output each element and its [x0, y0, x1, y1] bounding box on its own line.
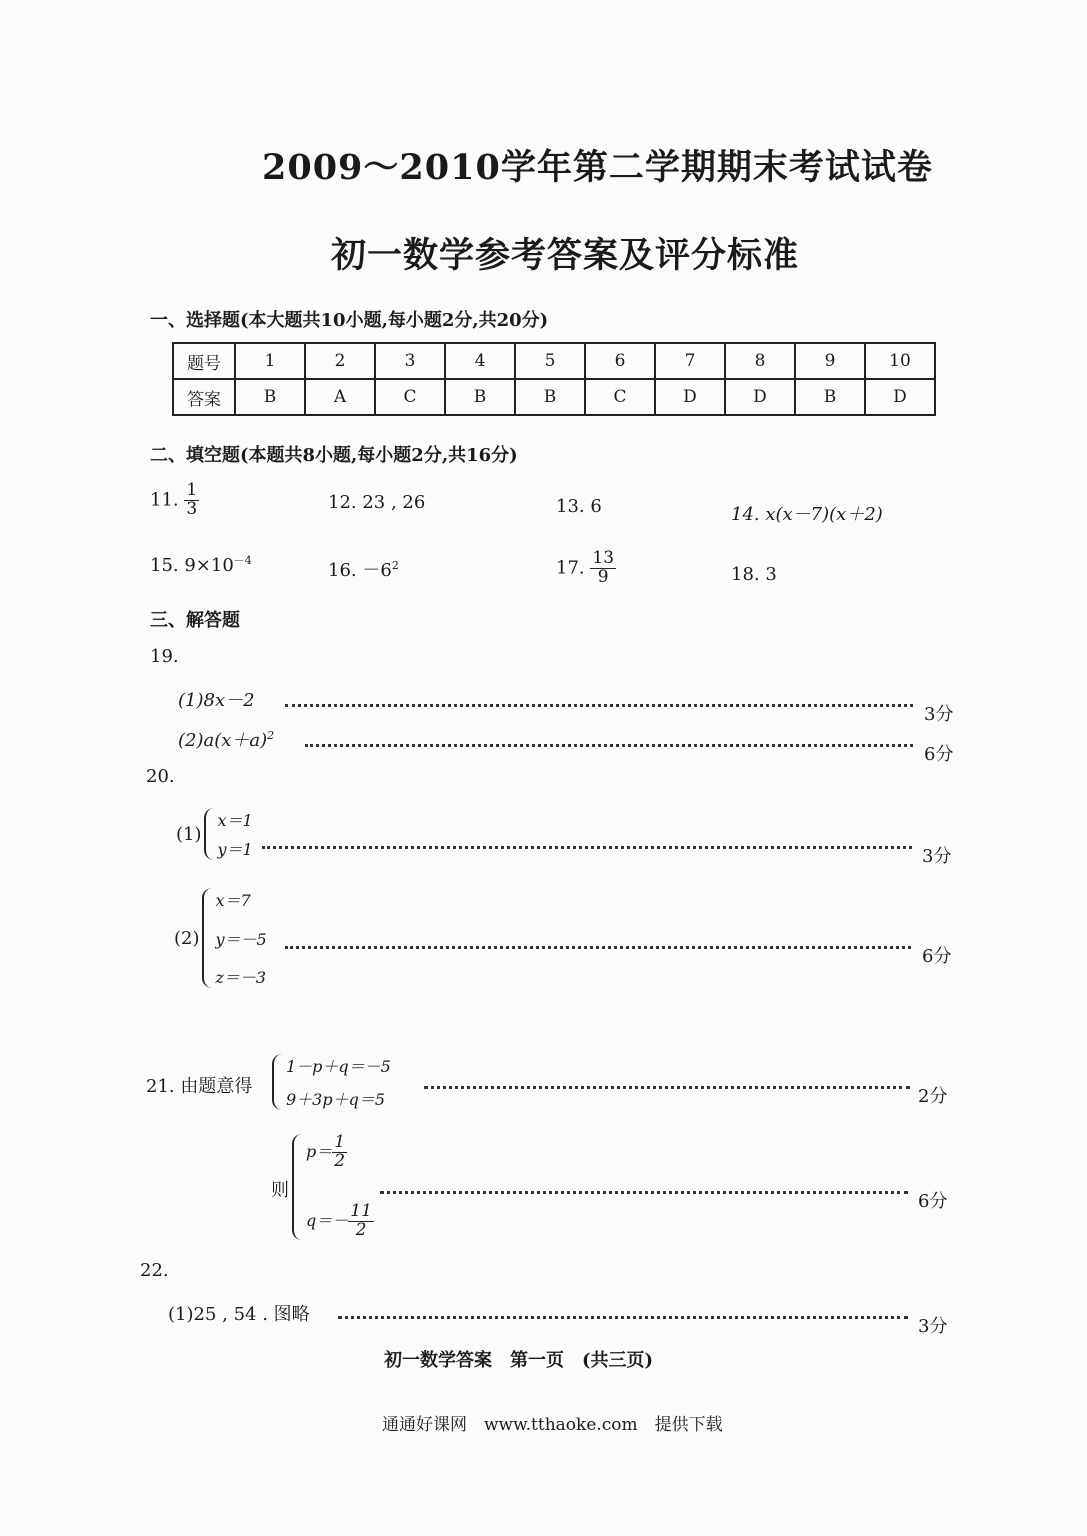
answer-cell: A [305, 379, 375, 415]
equation: x＝7 [215, 891, 251, 910]
denominator: 2 [334, 1150, 346, 1171]
fraction [332, 1134, 347, 1171]
answer-cell: B [445, 379, 515, 415]
fraction [348, 1203, 374, 1240]
question-number: 4 [445, 343, 515, 379]
q20-score1: 3分 [922, 846, 952, 867]
question-number: 1 [235, 343, 305, 379]
question-number: 6 [585, 343, 655, 379]
equation: 1－p＋q＝－5 [286, 1057, 391, 1076]
item-label: 17. [556, 557, 585, 579]
answer-key-title: 初一数学参考答案及评分标准 [331, 235, 800, 276]
item-label: 15. 9×10 [150, 555, 234, 576]
dotted-leader [262, 846, 912, 849]
q19-score1: 3分 [924, 704, 954, 725]
part-label: (1) [176, 823, 202, 845]
equation-rows [286, 1054, 391, 1110]
answer-16 [328, 556, 399, 582]
q21-score2: 6分 [918, 1191, 948, 1212]
question-number: 5 [515, 343, 585, 379]
dotted-leader [338, 1316, 908, 1319]
dotted-leader [285, 704, 913, 707]
equation: z＝－3 [215, 968, 267, 987]
table-row [173, 343, 935, 379]
answer-18: 18. 3 [731, 564, 777, 585]
equation [306, 1203, 374, 1240]
question-number: 8 [725, 343, 795, 379]
q19-part1: (1)8x－2 [178, 690, 255, 711]
question-number: 2 [305, 343, 375, 379]
lhs: p＝ [306, 1141, 333, 1161]
answer-cell: B [235, 379, 305, 415]
section3-heading: 三、解答题 [150, 610, 240, 631]
numerator: 11 [350, 1201, 372, 1222]
q22-score1: 3分 [918, 1316, 948, 1337]
equation-rows [306, 1134, 374, 1240]
q20-score2: 6分 [922, 946, 952, 967]
answer-15 [150, 552, 252, 576]
q22-part1: (1)25 , 54 . 图略 [168, 1304, 310, 1325]
question-number: 10 [865, 343, 935, 379]
dotted-leader [285, 946, 911, 949]
item-label: 11. [150, 489, 179, 511]
answer-cell: B [515, 379, 585, 415]
row-label: 答案 [173, 379, 235, 415]
answer-table [172, 342, 936, 416]
section2-heading: 二、填空题(本题共8小题,每小题2分,共16分) [150, 445, 518, 466]
equation: x＝1 [217, 811, 253, 830]
equation-system [176, 808, 253, 860]
equation: y＝1 [217, 840, 253, 859]
numerator: 1 [334, 1132, 346, 1152]
dotted-leader [424, 1086, 910, 1089]
q19-score2: 6分 [924, 744, 954, 765]
brace [204, 808, 214, 860]
exponent: 2 [391, 559, 399, 572]
equation-system [292, 1134, 374, 1240]
source-line: 通通好课网 www.tthaoke.com 提供下载 [382, 1415, 723, 1435]
denominator: 9 [597, 566, 609, 587]
question-21-label: 21. 由题意得 [146, 1076, 253, 1097]
equation: 9＋3p＋q＝5 [286, 1090, 386, 1109]
equation: y＝－5 [215, 929, 267, 949]
answer-11 [150, 482, 199, 519]
answer-cell: C [585, 379, 655, 415]
q21-score1: 2分 [918, 1086, 948, 1107]
answer-cell: C [375, 379, 445, 415]
brace [272, 1054, 282, 1110]
answer-13: 13. 6 [556, 496, 602, 517]
answer-cell: B [795, 379, 865, 415]
brace [292, 1134, 302, 1240]
dotted-leader [380, 1191, 908, 1194]
exponent: 2 [267, 729, 275, 742]
dotted-leader [305, 744, 913, 747]
numerator: 1 [186, 480, 198, 500]
equation-rows [216, 888, 267, 988]
exponent: －4 [233, 554, 252, 567]
fraction [590, 550, 616, 587]
answer-17 [556, 550, 616, 587]
question-number: 3 [375, 343, 445, 379]
lhs: q＝－ [306, 1211, 349, 1231]
q20-part2 [174, 888, 267, 988]
equation-rows [218, 808, 253, 860]
answer-cell: D [865, 379, 935, 415]
question-19-label: 19. [150, 646, 179, 667]
table-row [173, 379, 935, 415]
equation-system [174, 888, 267, 988]
page-footer: 初一数学答案 第一页 (共三页) [384, 1350, 654, 1371]
numerator: 13 [592, 548, 615, 568]
denominator: 2 [355, 1220, 367, 1241]
equation-system [272, 1054, 391, 1110]
question-20-label: 20. [146, 766, 175, 787]
question-number: 9 [795, 343, 865, 379]
q21-system [272, 1054, 391, 1115]
answer-cell: D [725, 379, 795, 415]
row-label: 题号 [173, 343, 235, 379]
q20-part1 [176, 808, 253, 860]
q21-result [292, 1134, 374, 1245]
item-label: 16. －6 [328, 560, 392, 581]
answer-cell: D [655, 379, 725, 415]
question-22-label: 22. [140, 1260, 169, 1281]
question-number: 7 [655, 343, 725, 379]
section1-heading: 一、选择题(本大题共10小题,每小题2分,共20分) [150, 310, 549, 331]
q19-part2 [178, 726, 274, 752]
expression: (2)a(x＋a) [178, 730, 268, 751]
exam-title: 2009～2010学年第二学期期末考试试卷 [262, 147, 933, 188]
part-label: (2) [174, 927, 200, 949]
brace [202, 888, 212, 988]
answer-12: 12. 23 , 26 [328, 492, 426, 513]
fraction [184, 482, 199, 519]
q21-then: 则 [271, 1180, 289, 1201]
equation [306, 1134, 374, 1171]
denominator: 3 [186, 498, 198, 519]
answer-14: 14. x(x－7)(x＋2) [731, 504, 883, 525]
